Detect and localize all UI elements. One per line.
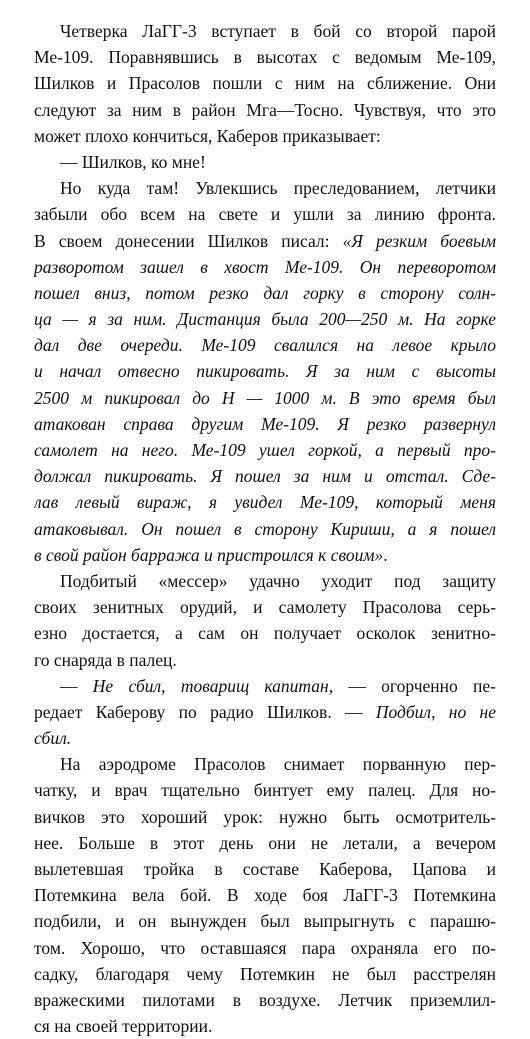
text-segment: Ме-109. Поравнявшись в высотах с ведомым Ме-109, [34, 47, 496, 68]
text-segment: Но куда там! Увлекшись преследованием, летчики [60, 178, 496, 199]
text-segment: может плохо кончиться, Каберов приказывает: [34, 125, 381, 146]
text-segment: вылетевшая тройка в составе Каберова, Цапова и [34, 859, 496, 879]
text-line [34, 437, 496, 463]
text-segment: На аэродроме Прасолов снимает порванную пер- [60, 754, 496, 775]
text-line [34, 751, 496, 777]
text-line [34, 777, 496, 803]
text-line [34, 385, 496, 411]
text-line [34, 882, 496, 908]
text-segment: подбили, и он вынужден был выпрыгнуть с парашю- [34, 911, 496, 932]
text-line [34, 463, 496, 489]
text-line [34, 149, 496, 175]
text-segment: Шилков и Прасолов пошли с ним на сближение. Они [34, 73, 496, 94]
text-line [34, 568, 496, 594]
book-page-text [34, 18, 496, 1039]
text-line [34, 332, 496, 358]
text-segment: Подбитый «мессер» удачно уходит под защиту [60, 570, 496, 591]
text-segment: ся на своей территории. [34, 1016, 213, 1037]
italic-text-segment: ца — я за ним. Дистанция была 200—250 м. На горке [34, 309, 496, 330]
text-segment: езно достается, а сам он получает осколок зенитно- [34, 623, 496, 644]
text-line [34, 411, 496, 437]
italic-text-segment: разворотом зашел в хвост Ме-109. Он переворотом [34, 256, 496, 277]
text-line [34, 175, 496, 201]
text-segment: следуют за ним в район Мга—Тосно. Чувствуя, что это [34, 99, 496, 120]
italic-text-segment: самолет на него. Ме-109 ушел горкой, а первый про- [34, 440, 496, 460]
italic-text-segment: атакован справа другим Ме-109. Я резко развернул [34, 413, 496, 434]
italic-text-segment: «Я резким боевым [342, 230, 496, 251]
italic-text-segment: 2500 м пикировал до Н — 1000 м. В это время был [34, 387, 496, 408]
text-line [34, 542, 496, 568]
text-segment: вражескими пилотами в воздухе. Летчик приземлил- [34, 989, 496, 1010]
text-segment: забыли обо всем на свете и ушли за линию фронта. [34, 204, 496, 225]
text-line [34, 18, 496, 44]
text-line [34, 1013, 496, 1039]
text-segment: В своем донесении Шилков писал: [34, 230, 343, 251]
text-line [34, 856, 496, 882]
text-line [34, 228, 496, 254]
text-line [34, 123, 496, 149]
text-line [34, 489, 496, 515]
italic-text-segment: сбил. [34, 728, 72, 749]
text-line [34, 620, 496, 646]
italic-text-segment: дал две очереди. Ме-109 свалился на левое крыло [34, 335, 496, 356]
italic-text-segment: лав левый вираж, я увидел Ме-109, который меня [34, 492, 496, 513]
italic-text-segment: в свой район барража и пристроился к своим» [34, 544, 384, 565]
text-line [34, 97, 496, 123]
text-segment: нее. Больше в этот день они не летали, а вечером [34, 832, 496, 853]
text-line [34, 70, 496, 96]
text-line [34, 201, 496, 227]
text-segment: садку, благодаря чему Потемкин не был расстрелян [34, 963, 496, 984]
text-segment: том. Хорошо, что оставшаяся пара охраняла его по- [34, 937, 496, 958]
text-line [34, 358, 496, 384]
text-line [34, 987, 496, 1013]
italic-text-segment: Подбил, но не [375, 701, 496, 722]
text-line [34, 908, 496, 934]
italic-text-segment: пошел вниз, потом резко дал горку в сторону солн- [34, 282, 496, 303]
text-line [34, 673, 496, 699]
text-segment: чатку, и врач тщательно бинтует ему палец. Для но- [34, 780, 496, 801]
text-line [34, 804, 496, 830]
text-line [34, 647, 496, 673]
text-line [34, 280, 496, 306]
text-line [34, 594, 496, 620]
text-segment: го снаряда в палец. [34, 649, 177, 670]
text-segment: — [60, 675, 93, 696]
text-segment: Потемкина вела бой. В ходе боя ЛаГГ-3 Потемкина [34, 885, 496, 906]
italic-text-segment: Не сбил, товарищ капитан, [92, 675, 334, 696]
italic-text-segment: должал пикировать. Я пошел за ним и отстал. Сде- [34, 466, 496, 487]
text-segment: — огорченно пе- [333, 675, 496, 696]
text-line [34, 961, 496, 987]
text-line [34, 516, 496, 542]
italic-text-segment: и начал отвесно пикировать. Я за ним с высоты [34, 361, 496, 382]
text-segment: своих зенитных орудий, и самолету Прасолова серь- [34, 597, 496, 618]
text-line [34, 725, 496, 751]
text-segment: . [383, 544, 388, 565]
text-segment: вичков это хороший урок: нужно быть осмотритель- [34, 806, 496, 827]
italic-text-segment: атаковывал. Он пошел в сторону Кириши, а я пошел [34, 518, 496, 539]
text-line [34, 830, 496, 856]
text-line [34, 44, 496, 70]
text-line [34, 699, 496, 725]
text-segment: Четверка ЛаГГ-3 вступает в бой со второй парой [60, 21, 496, 41]
text-segment: — Шилков, ко мне! [60, 151, 206, 172]
text-line [34, 306, 496, 332]
text-segment: редает Каберову по радио Шилков. — [34, 701, 376, 722]
text-line [34, 254, 496, 280]
text-line [34, 935, 496, 961]
